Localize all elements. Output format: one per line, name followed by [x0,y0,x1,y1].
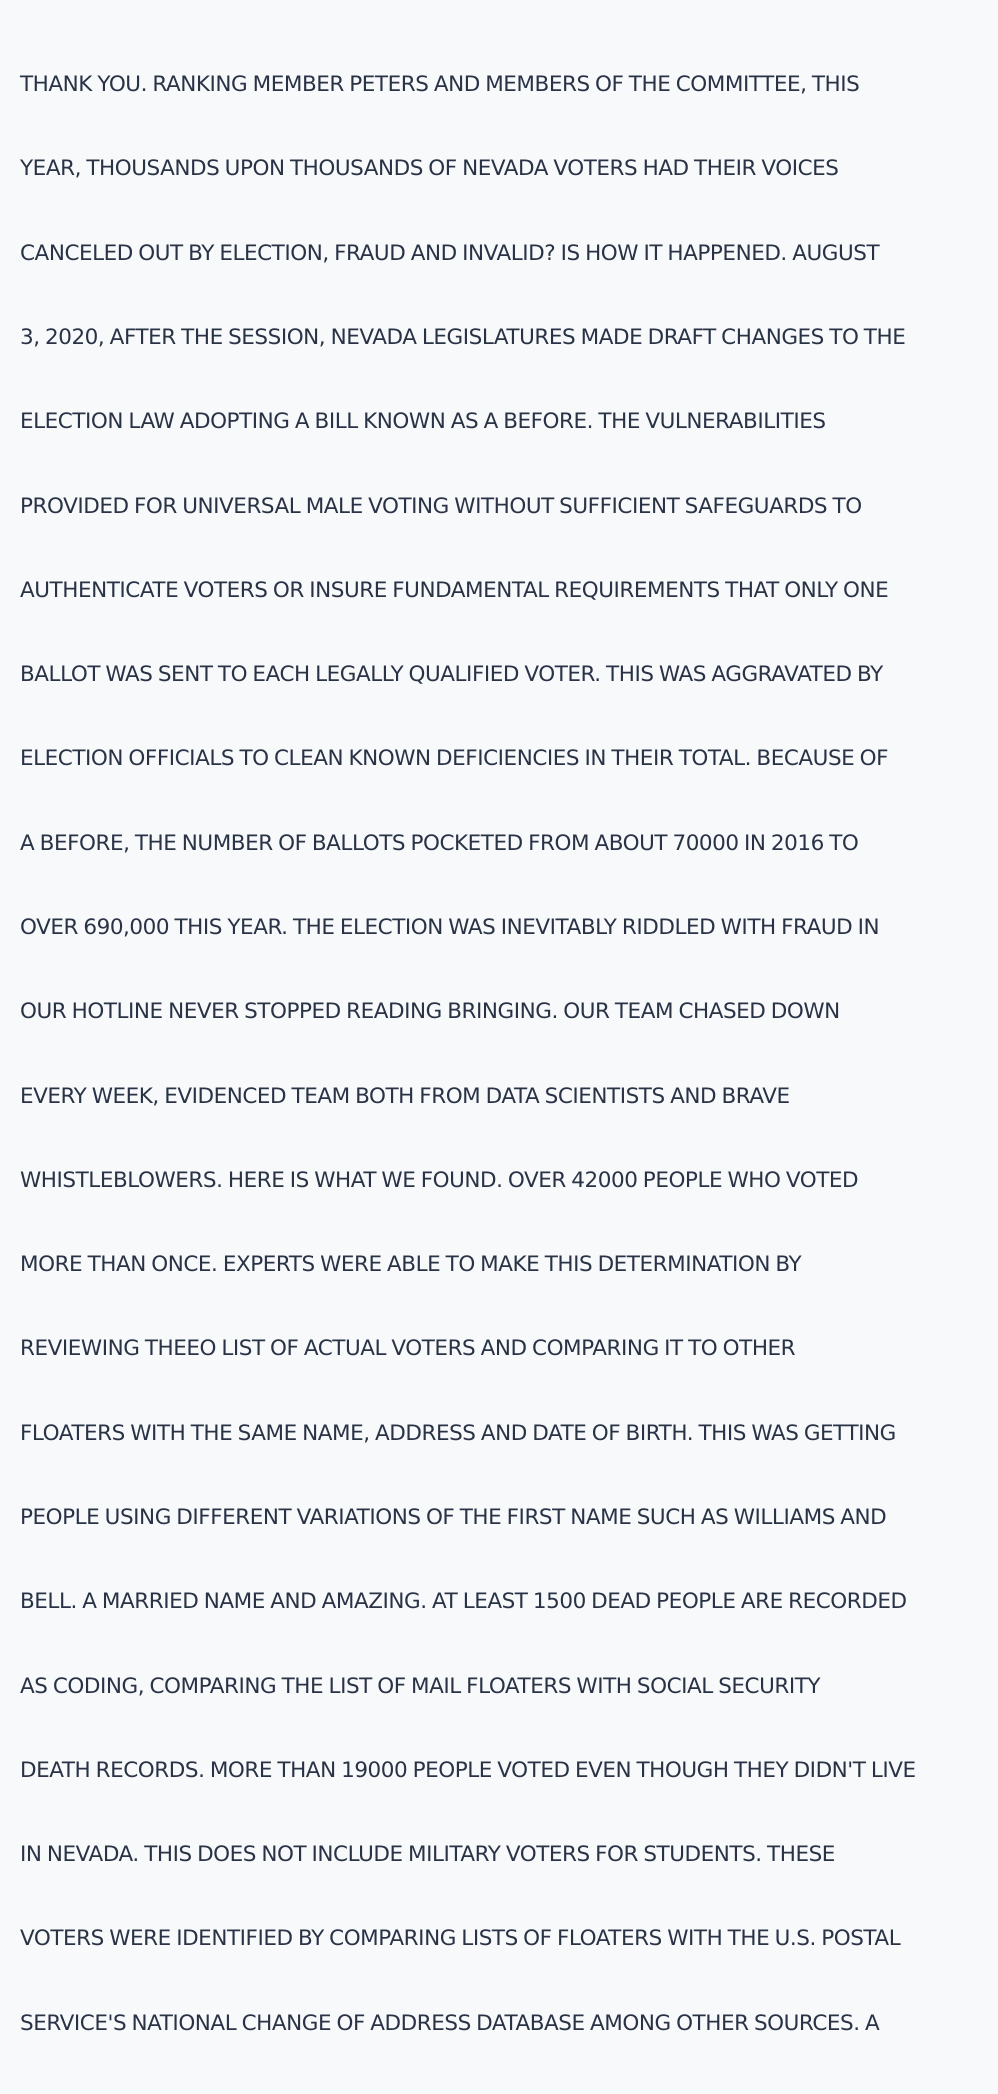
transcript-line: AS CODING, COMPARING THE LIST OF MAIL FLOATERS WITH SOCIAL SECURITY [20,1673,821,1699]
transcript-line: DEATH RECORDS. MORE THAN 19000 PEOPLE VOTED EVEN THOUGH THEY DIDN'T LIVE [20,1757,916,1783]
transcript-line: ELECTION OFFICIALS TO CLEAN KNOWN DEFICIENCIES IN THEIR TOTAL. BECAUSE OF [20,746,889,772]
transcript-line: PROVIDED FOR UNIVERSAL MALE VOTING WITHOUT SUFFICIENT SAFEGUARDS TO [20,493,862,519]
transcript-line: CANCELED OUT BY ELECTION, FRAUD AND INVALID? IS HOW IT HAPPENED. AUGUST [20,240,880,266]
transcript-line: THANK YOU. RANKING MEMBER PETERS AND MEMBERS OF THE COMMITTEE, THIS [20,72,860,98]
transcript-line: FLOATERS WITH THE SAME NAME, ADDRESS AND DATE OF BIRTH. THIS WAS GETTING [20,1420,896,1446]
transcript-line: OUR HOTLINE NEVER STOPPED READING BRINGING. OUR TEAM CHASED DOWN [20,999,840,1025]
transcript-line: YEAR, THOUSANDS UPON THOUSANDS OF NEVADA VOTERS HAD THEIR VOICES [20,156,839,182]
transcript-line: PEOPLE USING DIFFERENT VARIATIONS OF THE FIRST NAME SUCH AS WILLIAMS AND [20,1504,887,1530]
transcript-line: IN NEVADA. THIS DOES NOT INCLUDE MILITARY VOTERS FOR STUDENTS. THESE [20,1842,835,1868]
transcript-line: BALLOT WAS SENT TO EACH LEGALLY QUALIFIED VOTER. THIS WAS AGGRAVATED BY [20,662,883,688]
transcript-line: MORE THAN ONCE. EXPERTS WERE ABLE TO MAKE THIS DETERMINATION BY [20,1252,802,1278]
transcript-line: VOTERS WERE IDENTIFIED BY COMPARING LISTS OF FLOATERS WITH THE U.S. POSTAL [20,1926,901,1952]
transcript-line: AUTHENTICATE VOTERS OR INSURE FUNDAMENTAL REQUIREMENTS THAT ONLY ONE [20,577,889,603]
transcript-text-block [20,15,995,2094]
transcript-line: OVER 690,000 THIS YEAR. THE ELECTION WAS INEVITABLY RIDDLED WITH FRAUD IN [20,915,880,940]
transcript-line: A BEFORE, THE NUMBER OF BALLOTS POCKETED FROM ABOUT 70000 IN 2016 TO [20,830,859,856]
transcript-line: EVERY WEEK, EVIDENCED TEAM BOTH FROM DATA SCIENTISTS AND BRAVE [20,1083,790,1109]
transcript-line: REVIEWING THEEO LIST OF ACTUAL VOTERS AND COMPARING IT TO OTHER [20,1336,796,1362]
transcript-line: 3, 2020, AFTER THE SESSION, NEVADA LEGISLATURES MADE DRAFT CHANGES TO THE [20,325,906,351]
transcript-line: SERVICE'S NATIONAL CHANGE OF ADDRESS DATABASE AMONG OTHER SOURCES. A [20,2010,880,2036]
transcript-line: WHISTLEBLOWERS. HERE IS WHAT WE FOUND. OVER 42000 PEOPLE WHO VOTED [20,1167,859,1193]
transcript-line: ELECTION LAW ADOPTING A BILL KNOWN AS A BEFORE. THE VULNERABILITIES [20,409,826,435]
transcript-line: BELL. A MARRIED NAME AND AMAZING. AT LEAST 1500 DEAD PEOPLE ARE RECORDED [20,1589,907,1615]
